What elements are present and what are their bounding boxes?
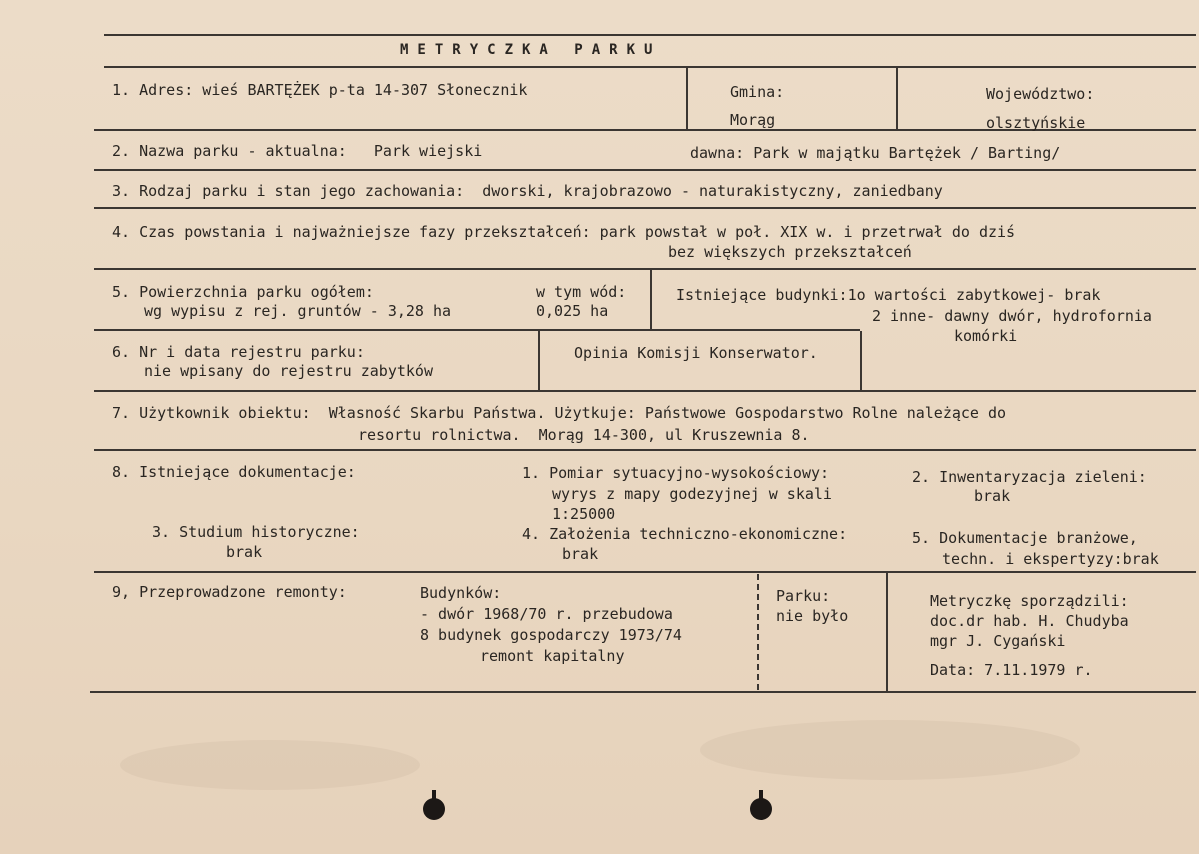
doc-survey-3: 1:25000 <box>552 505 616 523</box>
doc-greenery-2: brak <box>974 487 1011 505</box>
rule-r9 <box>90 691 1196 693</box>
register-label: 6. Nr i data rejestru parku: <box>112 343 365 361</box>
doc-survey-1: 1. Pomiar sytuacyjno-wysokościowy: <box>522 464 830 482</box>
water-label: w tym wód: <box>536 283 627 301</box>
buildings-renov-2: 8 budynek gospodarczy 1973/74 <box>420 626 682 644</box>
rule-r4 <box>94 268 1196 270</box>
park-name-current: 2. Nazwa parku - aktualna: Park wiejski <box>112 142 483 160</box>
doc-history-2: brak <box>226 543 263 561</box>
buildings-renov-label: Budynków: <box>420 584 502 602</box>
renovations-heading: 9, Przeprowadzone remonty: <box>112 583 347 601</box>
register-value: nie wpisany do rejestru zabytków <box>144 362 433 380</box>
doc-greenery-1: 2. Inwentaryzacja zieleni: <box>912 468 1147 486</box>
buildings-line-1: Istniejące budynki:1o wartości zabytkowej- brak <box>676 286 1101 304</box>
documentation-heading: 8. Istniejące dokumentacje: <box>112 463 356 481</box>
doc-technical-1: 4. Założenia techniczno-ekonomiczne: <box>522 525 848 543</box>
divider-woj <box>896 68 898 129</box>
owner-line-1: 7. Użytkownik obiektu: Własność Skarbu Państwa. Użytkuje: Państwowe Gospodarstwo Rolne należące do <box>112 404 1007 422</box>
rule-r5 <box>94 329 860 331</box>
rule-r2 <box>94 169 1196 171</box>
voivodeship-value: olsztyńskie <box>986 114 1086 132</box>
origin-line-2: bez większych przekształceń <box>668 243 912 261</box>
conservator-opinion: Opinia Komisji Konserwator. <box>574 344 818 362</box>
punch-hole-right <box>750 798 772 820</box>
rule-title <box>104 66 1196 68</box>
rule-top <box>104 34 1196 36</box>
area-value: wg wypisu z rej. gruntów - 3,28 ha <box>144 302 452 320</box>
author-1: doc.dr hab. H. Chudyba <box>930 612 1129 630</box>
rule-r6 <box>94 390 1196 392</box>
rule-r8 <box>94 571 1196 573</box>
divider-buildings <box>650 270 652 329</box>
water-value: 0,025 ha <box>536 302 609 320</box>
buildings-renov-3: remont kapitalny <box>480 647 625 665</box>
gmina-value: Morąg <box>730 111 776 129</box>
owner-line-2: resortu rolnictwa. Morąg 14-300, ul Kruszewnia 8. <box>358 426 810 444</box>
divider-authors <box>886 573 888 691</box>
divider-opinion-left <box>538 331 540 390</box>
park-name-former: dawna: Park w majątku Bartężek / Barting/ <box>690 144 1061 162</box>
park-renov-label: Parku: <box>776 587 831 605</box>
divider-gmina <box>686 68 688 129</box>
authors-label: Metryczkę sporządzili: <box>930 592 1129 610</box>
park-type-condition: 3. Rodzaj parku i stan jego zachowania: dworski, krajobrazowo - naturakistyczny, zaniedbany <box>112 182 943 200</box>
page-title: METRYCZKA PARKU <box>400 42 662 58</box>
divider-park-dashed <box>757 574 759 690</box>
address-text: 1. Adres: wieś BARTĘŻEK p-ta 14-307 Słonecznik <box>112 81 528 99</box>
origin-line-1: 4. Czas powstania i najważniejsze fazy przekształceń: park powstał w poł. XIX w. i przetrwał do dziś <box>112 223 1016 241</box>
rule-r3 <box>94 207 1196 209</box>
punch-hole-left <box>423 798 445 820</box>
park-renov-value: nie było <box>776 607 849 625</box>
author-2: mgr J. Cygański <box>930 632 1066 650</box>
gmina-label: Gmina: <box>730 83 785 101</box>
buildings-line-2: 2 inne- dawny dwór, hydrofornia <box>872 307 1152 325</box>
divider-opinion-right <box>860 331 862 390</box>
buildings-renov-1: - dwór 1968/70 r. przebudowa <box>420 605 673 623</box>
area-label: 5. Powierzchnia parku ogółem: <box>112 283 374 301</box>
voivodeship-label: Województwo: <box>986 85 1095 103</box>
doc-technical-2: brak <box>562 545 599 563</box>
buildings-line-3: komórki <box>954 327 1018 345</box>
doc-survey-2: wyrys z mapy godezyjnej w skali <box>552 485 832 503</box>
doc-history-1: 3. Studium historyczne: <box>152 523 360 541</box>
doc-industry-1: 5. Dokumentacje branżowe, <box>912 529 1138 547</box>
record-date: Data: 7.11.1979 r. <box>930 661 1093 679</box>
doc-industry-2: techn. i ekspertyzy:brak <box>942 550 1159 568</box>
rule-r7 <box>94 449 1196 451</box>
